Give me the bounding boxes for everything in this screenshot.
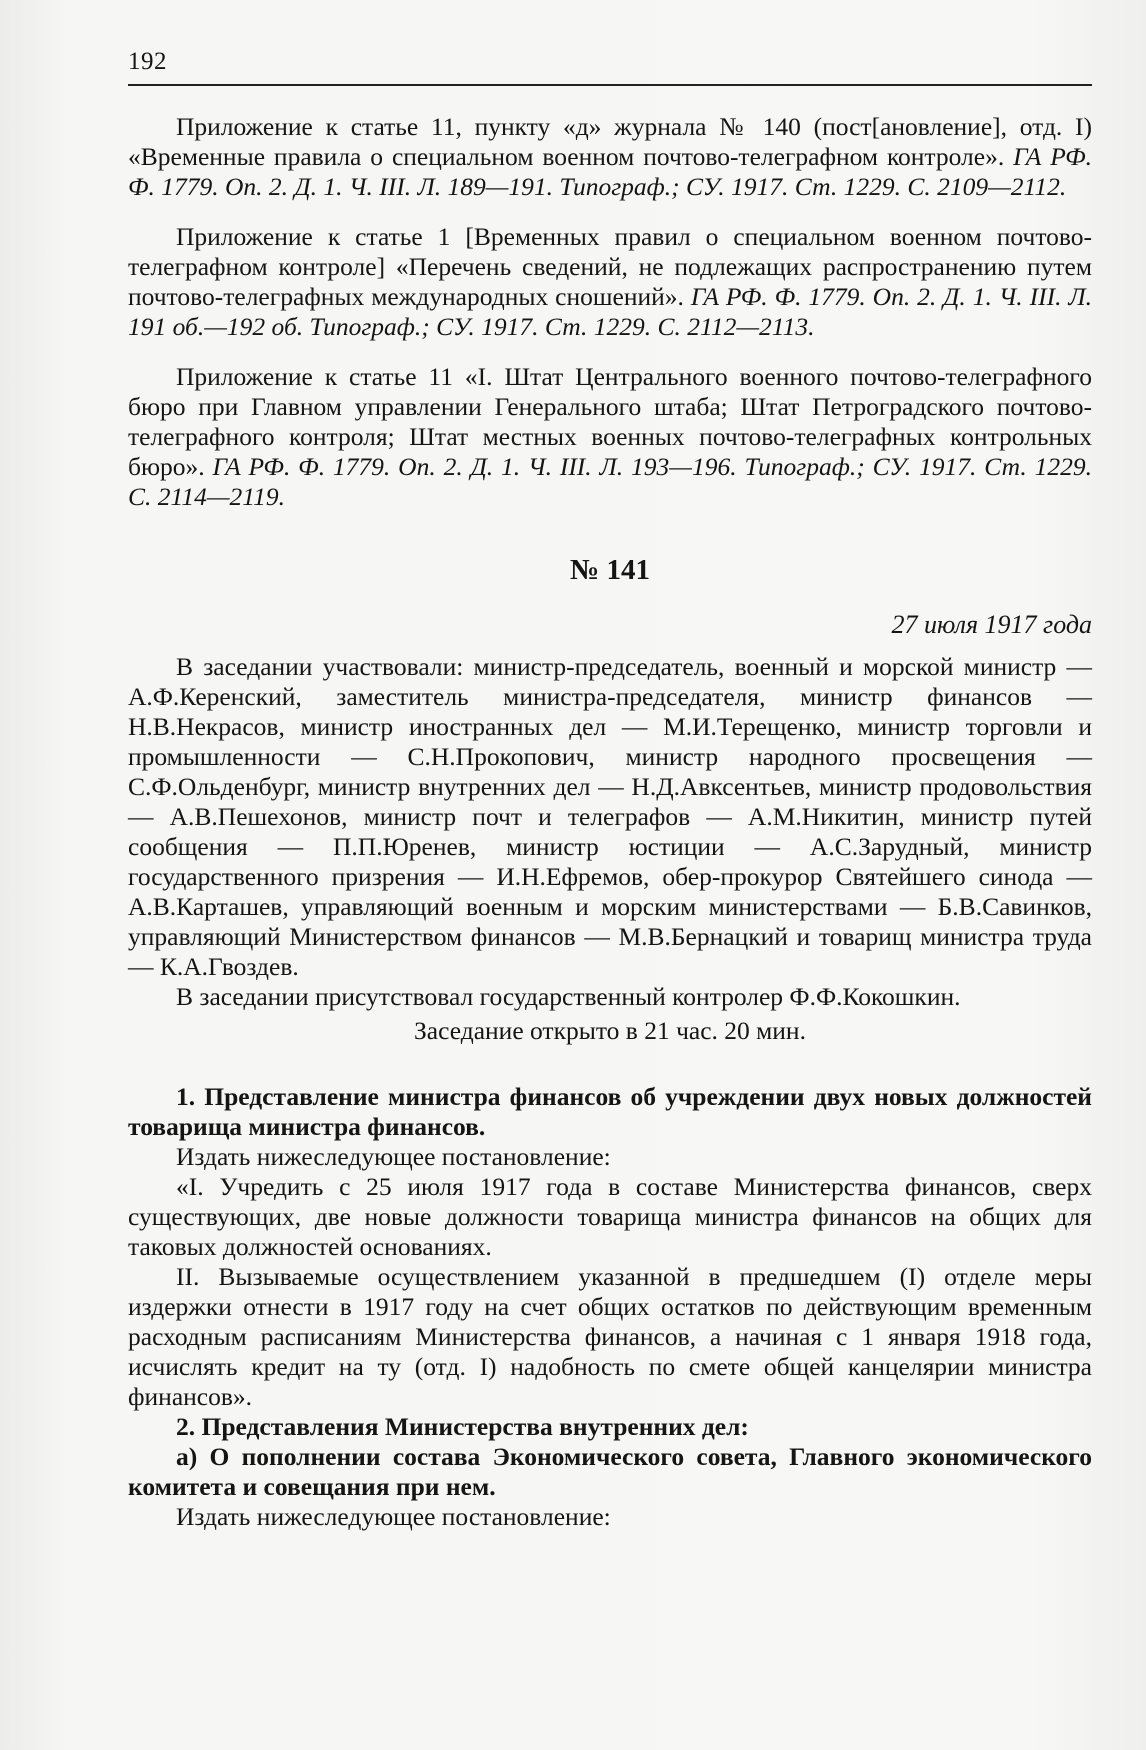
appendix-3-source: ГА РФ. Ф. 1779. Оп. 2. Д. 1. Ч. III. Л. 193—196. Типограф.; СУ. 1917. Ст. 1229. С. 2114—2119. — [128, 452, 1092, 511]
present-paragraph: В заседании присутствовал государственный контролер Ф.Ф.Кокошкин. — [176, 982, 961, 1011]
item-2-heading: 2. Представления Министерства внутренних дел: — [176, 1412, 749, 1441]
item-2-resolve: Издать нижеследующее постановление: — [176, 1502, 611, 1531]
appendix-3-text: Приложение к статье 11 «I. Штат Центрального военного почтово-телеграфного бюро при Главном управлении Генерального штаба; Штат Петроградского почтово-телеграфного контроля; Штат местных военных почтово-телеграфных контрольных бюро». — [128, 362, 1092, 481]
appendix-paragraph-3 — [128, 362, 1092, 512]
page-number: 192 — [128, 48, 167, 75]
document-date: 27 июля 1917 года — [891, 610, 1092, 639]
header-rule — [128, 84, 1092, 86]
appendix-paragraph-1 — [128, 112, 1092, 202]
item-1-clause-2: II. Вызываемые осуществлением указанной в предшедшем (I) отделе меры издержки отнести в 1917 году на счет общих остатков по действующим временным расходным расписаниям Министерства финансов, а начиная с 1 января 1918 года, исчислять кредит на ту (отд. I) надобность по смете общей канцелярии министра финансов». — [128, 1262, 1092, 1411]
item-1-resolve: Издать нижеследующее постановление: — [176, 1142, 611, 1171]
item-1-clause-1: «I. Учредить с 25 июля 1917 года в составе Министерства финансов, сверх существующих, две новые должности товарища министра финансов на общих для таковых должностей основаниях. — [128, 1172, 1092, 1261]
appendix-paragraph-2 — [128, 222, 1092, 342]
item-2-subheading: а) О пополнении состава Экономического совета, Главного экономического комитета и совещания при нем. — [128, 1442, 1092, 1501]
appendix-1-text: Приложение к статье 11, пункту «д» журнала № 140 (пост[ановление], отд. I) «Временные правила о специальном военном почтово-телеграфном контроле». — [128, 112, 1092, 171]
item-1-heading: 1. Представление министра финансов об учреждении двух новых должностей товарища министра финансов. — [128, 1082, 1092, 1141]
appendix-1-source: ГА РФ. Ф. 1779. Оп. 2. Д. 1. Ч. III. Л. 189—191. Типограф.; СУ. 1917. Ст. 1229. С. 2109—2112. — [128, 142, 1092, 201]
document-number: № 141 — [570, 554, 650, 586]
page-content — [128, 112, 1092, 1532]
session-opened: Заседание открыто в 21 час. 20 мин. — [414, 1016, 806, 1045]
appendix-2-source: ГА РФ. Ф. 1779. Оп. 2. Д. 1. Ч. III. Л. 191 об.—192 об. Типограф.; СУ. 1917. Ст. 1229. С. 2112—2113. — [128, 282, 1092, 341]
participants-paragraph: В заседании участвовали: министр-председатель, военный и морской министр — А.Ф.Керенский, заместитель министра-председателя, министр финансов — Н.В.Некрасов, министр иностранных дел — М.И.Терещенко, министр торговли и промышленности — С.Н.Прокопович, министр народного просвещения — С.Ф.Ольденбург, министр внутренних дел — Н.Д.Авксентьев, министр продовольствия — А.В.Пешехонов, министр почт и телеграфов — А.М.Никитин, министр путей сообщения — П.П.Юренев, министр юстиции — А.С.Зарудный, министр государственного призрения — И.Н.Ефремов, обер-прокурор Святейшего синода — А.В.Карташев, управляющий военным и морским министерствами — Б.В.Савинков, управляющий Министерством финансов — М.В.Бернацкий и товарищ министра труда — К.А.Гвоздев. — [128, 652, 1092, 981]
appendix-2-text: Приложение к статье 1 [Временных правил о специальном военном почтово-телеграфном контроле] «Перечень сведений, не подлежащих распространению путем почтово-телеграфных международных сношений». — [128, 222, 1092, 311]
